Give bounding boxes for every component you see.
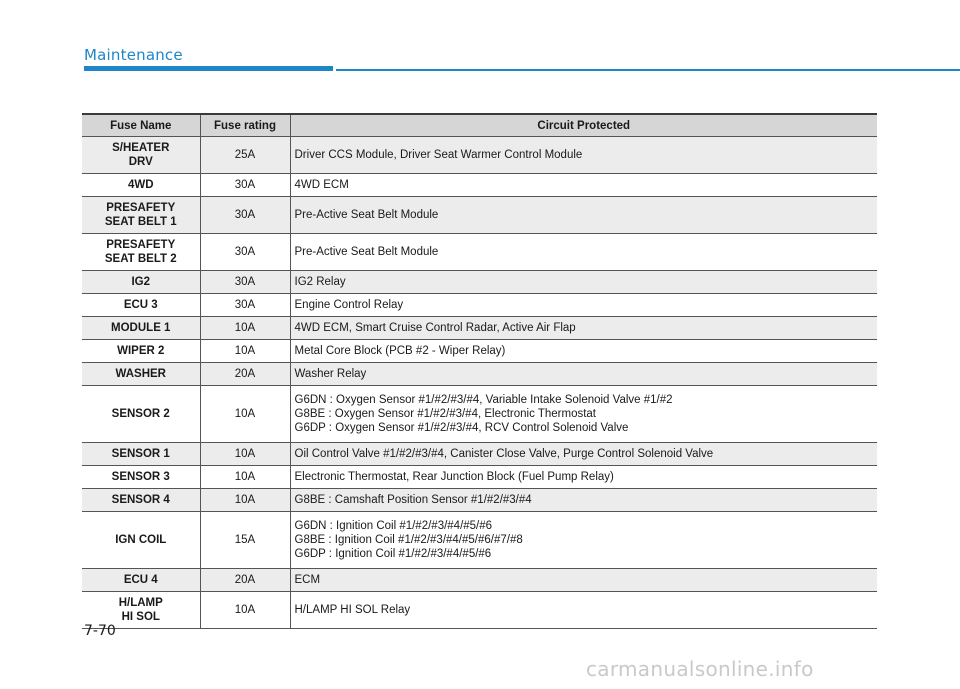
circuit-protected-cell (290, 317, 877, 340)
fuse-rating-cell: 10A (200, 466, 290, 489)
circuit-line: G6DN : Ignition Coil #1/#2/#3/#4/#5/#6 (294, 520, 493, 532)
fuse-name-line: ECU 4 (123, 574, 158, 586)
circuit-protected-cell (290, 174, 877, 197)
circuit-line: G6DP : Oxygen Sensor #1/#2/#3/#4, RCV Control Solenoid Valve (294, 422, 629, 434)
fuse-table (82, 113, 877, 629)
column-header-fuse-name: Fuse Name (82, 114, 200, 137)
fuse-name-line: 4WD (127, 179, 154, 191)
circuit-line: 4WD ECM (294, 179, 349, 191)
fuse-name-line: SENSOR 2 (111, 408, 170, 420)
fuse-name-line: IGN COIL (115, 534, 167, 546)
circuit-protected-cell (290, 137, 877, 174)
fuse-name-line: WIPER 2 (117, 345, 165, 357)
circuit-protected-cell (290, 271, 877, 294)
circuit-line: Metal Core Block (PCB #2 - Wiper Relay) (294, 345, 506, 357)
fuse-rating-cell: 10A (200, 443, 290, 466)
fuse-name-line: S/HEATER (112, 142, 170, 154)
table-row (82, 569, 877, 592)
circuit-protected-cell (290, 512, 877, 569)
fuse-table-body (82, 137, 877, 629)
circuit-line: G6DN : Oxygen Sensor #1/#2/#3/#4, Variable Intake Solenoid Valve #1/#2 (294, 394, 673, 406)
fuse-rating-cell: 30A (200, 271, 290, 294)
fuse-rating-cell: 30A (200, 234, 290, 271)
circuit-line: Pre-Active Seat Belt Module (294, 209, 439, 221)
page-number: 7-70 (84, 623, 116, 639)
fuse-rating-cell: 10A (200, 340, 290, 363)
table-row (82, 386, 877, 443)
circuit-line: Engine Control Relay (294, 299, 404, 311)
circuit-protected-cell (290, 197, 877, 234)
fuse-rating-cell: 15A (200, 512, 290, 569)
fuse-name-cell (82, 363, 200, 386)
fuse-rating-cell: 10A (200, 489, 290, 512)
fuse-name-cell (82, 197, 200, 234)
fuse-name-line: SENSOR 1 (111, 448, 170, 460)
circuit-line: G8BE : Ignition Coil #1/#2/#3/#4/#5/#6/#7/#8 (294, 534, 523, 546)
circuit-line: Oil Control Valve #1/#2/#3/#4, Canister Close Valve, Purge Control Solenoid Valve (294, 448, 714, 460)
section-title: Maintenance (84, 46, 183, 64)
fuse-rating-cell: 10A (200, 386, 290, 443)
circuit-protected-cell (290, 340, 877, 363)
circuit-line: H/LAMP HI SOL Relay (294, 604, 411, 616)
circuit-protected-cell (290, 466, 877, 489)
fuse-name-cell (82, 317, 200, 340)
table-header-row (82, 114, 877, 137)
fuse-rating-cell: 10A (200, 592, 290, 629)
circuit-line: IG2 Relay (294, 276, 346, 288)
table-row (82, 512, 877, 569)
circuit-protected-cell (290, 443, 877, 466)
circuit-protected-cell (290, 234, 877, 271)
fuse-rating-cell: 20A (200, 363, 290, 386)
fuse-name-line: SENSOR 4 (111, 494, 170, 506)
fuse-rating-cell: 25A (200, 137, 290, 174)
circuit-line: Washer Relay (294, 368, 367, 380)
fuse-name-cell (82, 271, 200, 294)
circuit-line: Pre-Active Seat Belt Module (294, 246, 439, 258)
table-row (82, 137, 877, 174)
circuit-line: 4WD ECM, Smart Cruise Control Radar, Active Air Flap (294, 322, 576, 334)
table-row (82, 271, 877, 294)
circuit-line: G8BE : Oxygen Sensor #1/#2/#3/#4, Electronic Thermostat (294, 408, 597, 420)
table-row (82, 294, 877, 317)
table-row (82, 234, 877, 271)
section-rule-thin (336, 69, 960, 71)
watermark: carmanualsonline.info (586, 657, 814, 681)
fuse-name-line: SEAT BELT 1 (104, 216, 177, 228)
circuit-line: G8BE : Camshaft Position Sensor #1/#2/#3/#4 (294, 494, 532, 506)
circuit-line: G6DP : Ignition Coil #1/#2/#3/#4/#5/#6 (294, 548, 492, 560)
table-row (82, 466, 877, 489)
table-row (82, 317, 877, 340)
fuse-rating-cell: 30A (200, 197, 290, 234)
fuse-rating-cell: 30A (200, 174, 290, 197)
fuse-name-cell (82, 512, 200, 569)
table-row (82, 363, 877, 386)
fuse-name-cell (82, 137, 200, 174)
fuse-name-cell (82, 569, 200, 592)
circuit-protected-cell (290, 569, 877, 592)
fuse-rating-cell: 30A (200, 294, 290, 317)
table-row (82, 489, 877, 512)
fuse-rating-cell: 20A (200, 569, 290, 592)
fuse-name-line: HI SOL (121, 611, 160, 623)
fuse-name-line: DRV (128, 156, 153, 168)
section-rule-thick (84, 66, 333, 71)
table-row (82, 174, 877, 197)
fuse-name-cell (82, 386, 200, 443)
fuse-name-line: MODULE 1 (111, 322, 171, 334)
fuse-name-line: SEAT BELT 2 (104, 253, 177, 265)
fuse-name-line: ECU 3 (123, 299, 158, 311)
fuse-name-cell (82, 340, 200, 363)
circuit-line: Electronic Thermostat, Rear Junction Block (Fuel Pump Relay) (294, 471, 614, 483)
fuse-name-cell (82, 174, 200, 197)
fuse-name-cell (82, 443, 200, 466)
fuse-name-line: WASHER (115, 368, 166, 380)
circuit-line: ECM (294, 574, 321, 586)
fuse-name-cell (82, 294, 200, 317)
circuit-protected-cell (290, 489, 877, 512)
fuse-rating-cell: 10A (200, 317, 290, 340)
circuit-line: Driver CCS Module, Driver Seat Warmer Control Module (294, 149, 583, 161)
column-header-fuse-rating: Fuse rating (200, 114, 290, 137)
table-row (82, 340, 877, 363)
fuse-name-line: PRESAFETY (106, 239, 176, 251)
fuse-name-cell (82, 489, 200, 512)
fuse-name-cell (82, 234, 200, 271)
circuit-protected-cell (290, 386, 877, 443)
fuse-name-line: IG2 (131, 276, 151, 288)
table-row (82, 197, 877, 234)
circuit-protected-cell (290, 363, 877, 386)
table-row (82, 443, 877, 466)
circuit-protected-cell (290, 294, 877, 317)
column-header-circuit-protected: Circuit Protected (290, 114, 877, 137)
table-row (82, 592, 877, 629)
fuse-name-cell (82, 466, 200, 489)
circuit-protected-cell (290, 592, 877, 629)
fuse-name-line: PRESAFETY (106, 202, 176, 214)
fuse-name-line: H/LAMP (118, 597, 163, 609)
fuse-name-line: SENSOR 3 (111, 471, 170, 483)
